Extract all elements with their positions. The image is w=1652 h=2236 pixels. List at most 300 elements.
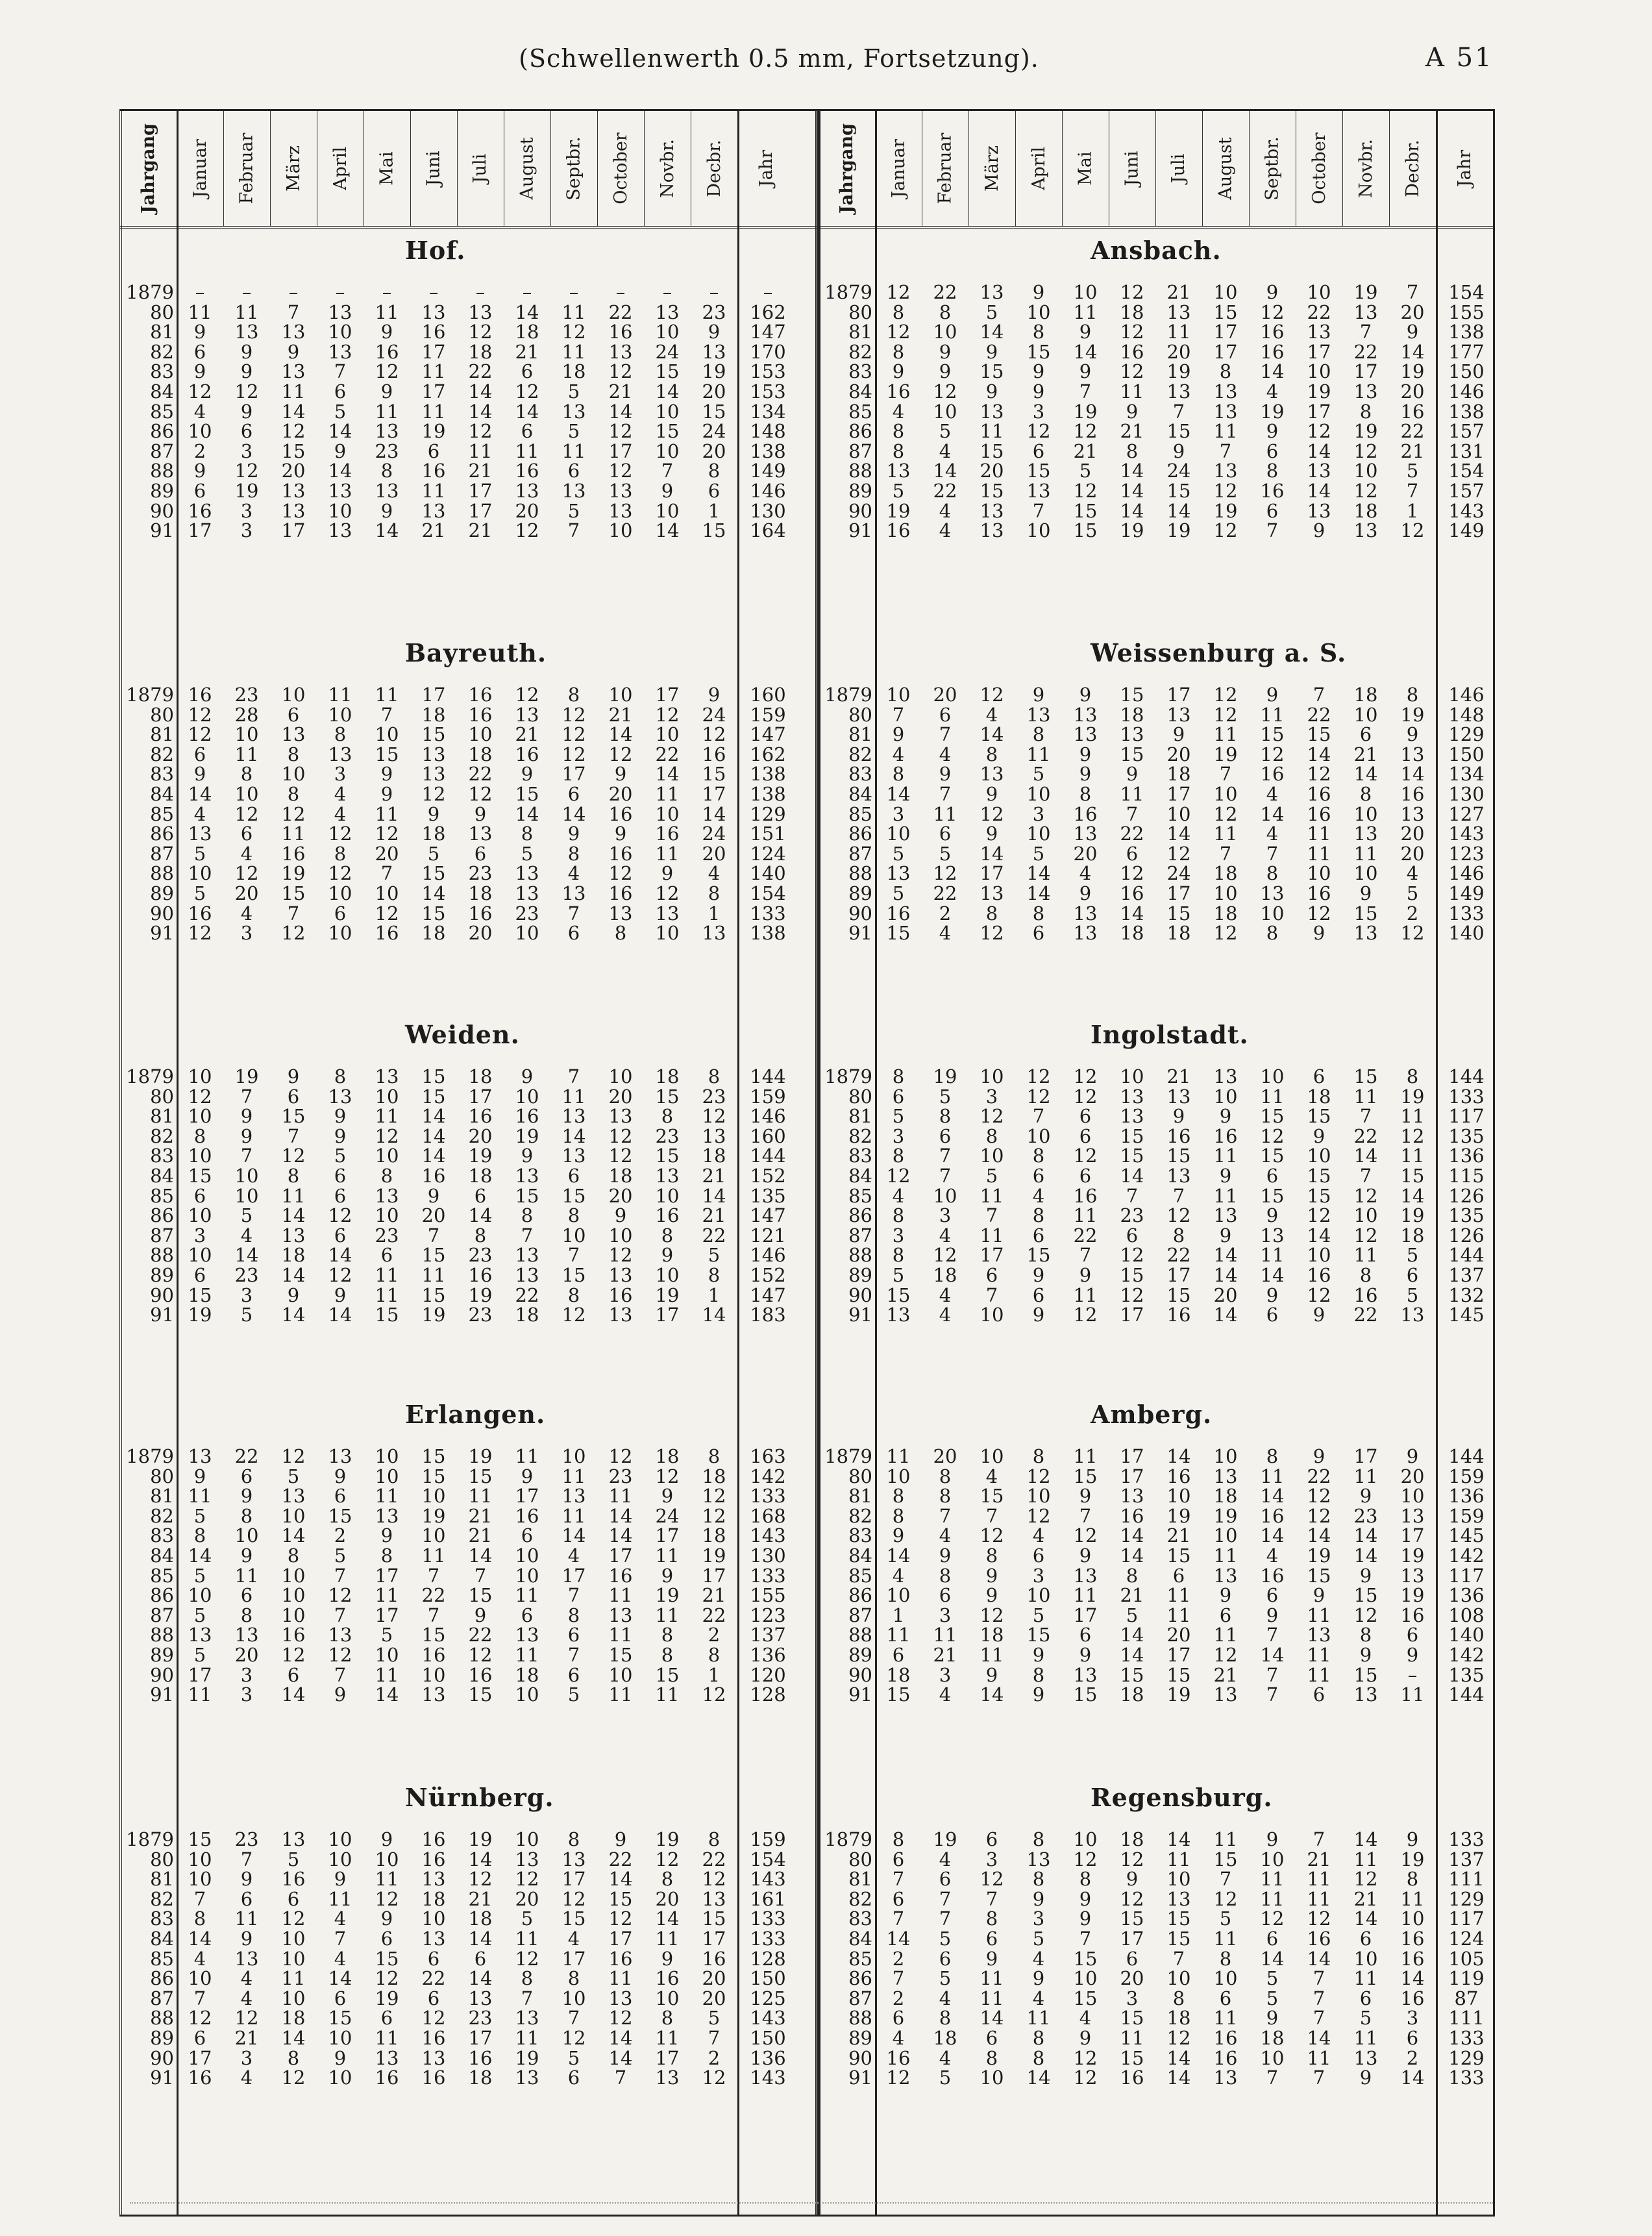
month-value: 14 [1346,1547,1385,1564]
header-month [644,111,691,226]
month-value: 10 [180,1587,219,1604]
month-value: 13 [601,482,640,499]
month-value: 12 [414,786,453,802]
month-value: 10 [879,825,918,842]
table-row [119,2069,817,2086]
annual-total: 130 [744,1547,792,1564]
month-value: 5 [972,304,1011,321]
month-value: 15 [648,1088,687,1105]
month-value: 15 [1393,1167,1432,1184]
month-value: 2 [321,1527,360,1544]
month-value: 5 [180,1646,219,1663]
month-value: 5 [1019,1607,1058,1624]
month-value: 19 [414,423,453,440]
month-value: – [274,284,313,301]
month-value: 22 [1393,423,1432,440]
table-row [818,323,1515,340]
header-month-label: Juni [1122,151,1142,186]
month-value: 8 [1393,1870,1432,1887]
month-value: 19 [1393,706,1432,723]
month-value: 13 [274,726,313,743]
month-value: 17 [648,2050,687,2067]
month-value: 11 [879,1626,918,1643]
month-value: 18 [695,1527,734,1544]
annual-total: 121 [744,1227,792,1244]
month-value: 10 [1300,865,1338,882]
table-row [818,383,1515,400]
month-value: 10 [274,1990,313,2007]
month-value: 3 [227,443,266,460]
month-value: 10 [1300,363,1338,380]
month-value: 9 [648,1247,687,1263]
month-value: 23 [1346,1508,1385,1524]
month-value: 6 [926,825,965,842]
month-value: 9 [1019,1686,1058,1703]
month-value: 8 [926,1567,965,1584]
month-value: – [695,284,734,301]
month-value: 13 [274,363,313,380]
month-value: 10 [321,503,360,519]
month-value: 12 [180,383,219,400]
annual-total: 143 [1442,825,1490,842]
month-value: 9 [508,1468,547,1485]
month-value: 12 [695,726,734,743]
month-value: 9 [1066,1646,1105,1663]
month-value: 14 [274,1207,313,1224]
month-value: 15 [1253,1147,1292,1164]
month-value: 6 [1346,726,1385,743]
month-value: 10 [601,686,640,703]
header-month [875,111,922,226]
month-value: 2 [879,1990,918,2007]
month-value: 9 [926,1547,965,1564]
month-value: 16 [461,686,500,703]
month-value: 6 [367,1930,406,1947]
month-value: 14 [1206,1267,1245,1284]
month-value: 6 [461,1950,500,1967]
month-value: 19 [1066,403,1105,420]
table-row [818,1930,1515,1947]
month-value: 10 [180,1247,219,1263]
year-value: 85 [117,806,174,823]
month-value: 9 [367,383,406,400]
table-row [119,383,817,400]
month-value: 11 [274,1187,313,1204]
month-value: – [508,284,547,301]
month-value: 9 [1019,1646,1058,1663]
month-value: 22 [414,1587,453,1604]
annual-total: 143 [744,2009,792,2026]
month-value: 8 [1066,1870,1105,1887]
annual-total: 142 [744,1468,792,1485]
month-value: 17 [1346,363,1385,380]
month-value: 18 [926,1267,965,1284]
month-value: 19 [227,482,266,499]
year-value: 81 [815,1108,872,1124]
month-value: 4 [180,806,219,823]
month-value: 15 [1113,2050,1152,2067]
month-value: 11 [1159,323,1198,340]
month-value: 9 [1253,284,1292,301]
month-value: 7 [414,1227,453,1244]
month-value: 4 [227,905,266,922]
month-value: 8 [695,1267,734,1284]
month-value: 10 [1300,1247,1338,1263]
month-value: 8 [1159,1990,1198,2007]
month-value: 8 [648,1108,687,1124]
month-value: 9 [227,1870,266,1887]
month-value: 20 [926,686,965,703]
month-value: 19 [1206,746,1245,763]
month-value: 14 [180,1547,219,1564]
month-value: 5 [180,1607,219,1624]
month-value: 13 [414,503,453,519]
month-value: 11 [601,1587,640,1604]
year-value: 91 [815,522,872,539]
month-value: 8 [1346,1267,1385,1284]
annual-total: 134 [744,403,792,420]
month-value: 8 [1019,726,1058,743]
month-value: 16 [601,1950,640,1967]
month-value: 10 [1253,2050,1292,2067]
month-value: 12 [1346,1870,1385,1887]
year-value: 87 [815,1990,872,2007]
month-value: 10 [321,2030,360,2046]
month-value: 8 [648,2009,687,2026]
month-value: 17 [461,482,500,499]
month-value: 12 [1066,423,1105,440]
month-value: 5 [321,1547,360,1564]
month-value: 4 [879,1187,918,1204]
month-value: 12 [1346,1227,1385,1244]
month-value: 10 [554,1990,593,2007]
month-value: – [227,284,266,301]
month-value: 16 [1300,1267,1338,1284]
month-value: 23 [508,905,547,922]
month-value: 14 [1346,1910,1385,1927]
month-value: 18 [1113,304,1152,321]
month-value: 14 [180,1930,219,1947]
month-value: 16 [601,1567,640,1584]
month-value: 6 [1019,1167,1058,1184]
year-value: 91 [815,1306,872,1323]
month-value: 17 [1159,686,1198,703]
month-value: 7 [926,726,965,743]
table-row [119,403,817,420]
column-header-row [119,111,1495,229]
annual-total: 150 [744,2030,792,2046]
month-value: 7 [321,1930,360,1947]
table-row [119,1508,817,1524]
year-value: 89 [117,1267,174,1284]
station-block [818,1426,1515,1723]
month-value: 5 [1393,1287,1432,1304]
month-value: 6 [1066,1128,1105,1145]
month-value: 8 [1019,905,1058,922]
month-value: 6 [274,1088,313,1105]
month-value: 14 [414,1147,453,1164]
month-value: 9 [972,1950,1011,1967]
month-value: 6 [367,2009,406,2026]
table-row [119,706,817,723]
month-value: 24 [695,706,734,723]
month-value: 10 [274,1607,313,1624]
month-value: 7 [367,865,406,882]
month-value: 9 [1300,1587,1338,1604]
month-value: 15 [1113,1910,1152,1927]
month-value: 13 [1206,403,1245,420]
year-value: 88 [815,865,872,882]
month-value: 12 [601,1448,640,1465]
year-value: 85 [117,1187,174,1204]
month-value: 12 [274,925,313,941]
year-value: 82 [117,1891,174,1907]
table-row [818,1970,1515,1987]
month-value: 12 [601,2009,640,2026]
month-value: 5 [695,2009,734,2026]
month-value: 5 [554,423,593,440]
month-value: 14 [1113,462,1152,479]
month-value: 16 [414,1831,453,1848]
year-value: 86 [815,423,872,440]
month-value: 11 [1300,1891,1338,1907]
month-value: 14 [1159,1448,1198,1465]
month-value: 7 [1206,845,1245,862]
month-value: 19 [648,1287,687,1304]
year-value: 88 [815,1626,872,1643]
month-value: 10 [1159,1970,1198,1987]
month-value: 13 [227,1950,266,1967]
month-value: 9 [1066,765,1105,782]
table-row [818,1448,1515,1465]
month-value: 16 [1253,1567,1292,1584]
month-value: 14 [1113,905,1152,922]
month-value: 5 [1019,845,1058,862]
month-value: 17 [1113,1306,1152,1323]
month-value: 13 [1346,1686,1385,1703]
month-value: 9 [1113,403,1152,420]
month-value: 16 [1393,1607,1432,1624]
month-value: 9 [601,825,640,842]
month-value: 9 [1393,1646,1432,1663]
month-value: 9 [1019,1267,1058,1284]
month-value: 11 [180,1686,219,1703]
table-row [818,726,1515,743]
month-value: 4 [926,1227,965,1244]
month-value: 13 [695,1128,734,1145]
month-value: 8 [1346,786,1385,802]
month-value: 6 [972,2030,1011,2046]
header-month [270,111,317,226]
header-jahrgang-label: Jahrgang [837,123,857,214]
month-value: 8 [695,462,734,479]
month-value: 7 [554,1247,593,1263]
month-value: 14 [879,1547,918,1564]
month-value: 16 [1113,1508,1152,1524]
month-value: 18 [414,706,453,723]
month-value: 13 [1346,304,1385,321]
month-value: 19 [1159,1508,1198,1524]
month-value: 9 [321,1287,360,1304]
month-value: 14 [1159,2050,1198,2067]
month-value: 13 [508,706,547,723]
month-value: 13 [1159,304,1198,321]
month-value: 13 [274,1227,313,1244]
month-value: 14 [1113,482,1152,499]
bottom-rule [130,2202,1493,2207]
month-value: 15 [1300,726,1338,743]
month-value: 17 [648,1527,687,1544]
header-month [550,111,597,226]
month-value: 6 [321,1187,360,1204]
month-value: 5 [879,1267,918,1284]
month-value: 4 [227,1990,266,2007]
annual-total: 160 [744,1128,792,1145]
month-value: 7 [227,1147,266,1164]
month-value: 16 [274,1626,313,1643]
month-value: 8 [554,686,593,703]
month-value: 22 [695,1607,734,1624]
month-value: 7 [274,304,313,321]
month-value: 19 [1346,423,1385,440]
month-value: 7 [972,1287,1011,1304]
month-value: 13 [508,865,547,882]
table-row [818,1626,1515,1643]
month-value: 3 [879,806,918,823]
month-value: 7 [1253,1626,1292,1643]
month-value: 15 [601,1891,640,1907]
annual-total: 105 [1442,1950,1490,1967]
month-value: 13 [1066,1667,1105,1683]
month-value: 12 [695,1108,734,1124]
month-value: 8 [972,1910,1011,1927]
month-value: 4 [227,845,266,862]
month-value: 20 [1159,746,1198,763]
month-value: 21 [1346,1891,1385,1907]
month-value: 8 [1019,2050,1058,2067]
month-value: – [367,284,406,301]
month-value: 13 [1113,1088,1152,1105]
month-value: 17 [1206,323,1245,340]
month-value: 12 [601,1247,640,1263]
month-value: 7 [321,363,360,380]
header-month [968,111,1015,226]
year-value: 91 [117,1686,174,1703]
month-value: 13 [1393,1306,1432,1323]
annual-total: 115 [1442,1167,1490,1184]
month-value: 24 [695,423,734,440]
month-value: 21 [461,1527,500,1544]
month-value: 14 [601,2030,640,2046]
month-value: 13 [321,522,360,539]
table-row [119,746,817,763]
header-month-label: Mai [1075,151,1095,185]
month-value: 8 [1159,1227,1198,1244]
table-row [818,1227,1515,1244]
month-value: 6 [274,1667,313,1683]
annual-total: 133 [1442,2069,1490,2086]
month-value: 10 [227,1187,266,1204]
month-value: 9 [1113,765,1152,782]
month-value: 10 [601,1227,640,1244]
month-value: 8 [1253,462,1292,479]
month-value: 18 [1300,1088,1338,1105]
month-value: 18 [601,1167,640,1184]
month-value: 14 [1253,363,1292,380]
header-month [1015,111,1062,226]
month-value: 8 [321,1068,360,1085]
month-value: 9 [321,1686,360,1703]
month-value: 9 [1066,1267,1105,1284]
month-value: 20 [1393,845,1432,862]
month-value: 16 [1113,885,1152,902]
month-value: 15 [1113,1128,1152,1145]
month-value: 12 [554,746,593,763]
table-row [119,1587,817,1604]
month-value: 11 [1206,1187,1245,1204]
month-value: 15 [1253,1108,1292,1124]
month-value: 12 [1393,925,1432,941]
annual-total: 133 [744,1487,792,1504]
month-value: 9 [1300,1448,1338,1465]
month-value: 8 [554,1287,593,1304]
month-value: 18 [461,746,500,763]
month-value: 19 [1206,1508,1245,1524]
month-value: 15 [695,403,734,420]
month-value: 20 [1159,1626,1198,1643]
annual-total: 149 [1442,885,1490,902]
month-value: 4 [227,2069,266,2086]
month-value: 6 [321,1990,360,2007]
table-row [818,1167,1515,1184]
month-value: 11 [1253,1247,1292,1263]
month-value: 8 [1019,1147,1058,1164]
month-value: 13 [1346,522,1385,539]
month-value: 4 [1019,1990,1058,2007]
month-value: 9 [274,1068,313,1085]
month-value: 11 [1393,1686,1432,1703]
month-value: 18 [926,2030,965,2046]
month-value: 16 [1393,1950,1432,1967]
month-value: 20 [1393,383,1432,400]
table-row [818,1108,1515,1124]
month-value: 14 [972,323,1011,340]
month-value: 20 [1393,825,1432,842]
month-value: 14 [367,522,406,539]
month-value: 18 [879,1667,918,1683]
month-value: 9 [1393,323,1432,340]
month-value: 11 [321,686,360,703]
month-value: 4 [1019,1527,1058,1544]
month-value: 12 [972,1108,1011,1124]
month-value: 9 [180,323,219,340]
year-value: 80 [117,1088,174,1105]
annual-total: 140 [1442,1626,1490,1643]
month-value: 6 [554,786,593,802]
month-value: 15 [1300,1167,1338,1184]
month-value: 21 [1113,423,1152,440]
month-value: 14 [1346,765,1385,782]
month-value: 8 [1393,686,1432,703]
month-value: 15 [1159,1287,1198,1304]
month-value: 12 [926,383,965,400]
month-value: 12 [554,2030,593,2046]
month-value: 12 [1206,522,1245,539]
month-value: 10 [508,1088,547,1105]
month-value: 16 [414,1167,453,1184]
month-value: 12 [367,825,406,842]
month-value: 9 [227,363,266,380]
